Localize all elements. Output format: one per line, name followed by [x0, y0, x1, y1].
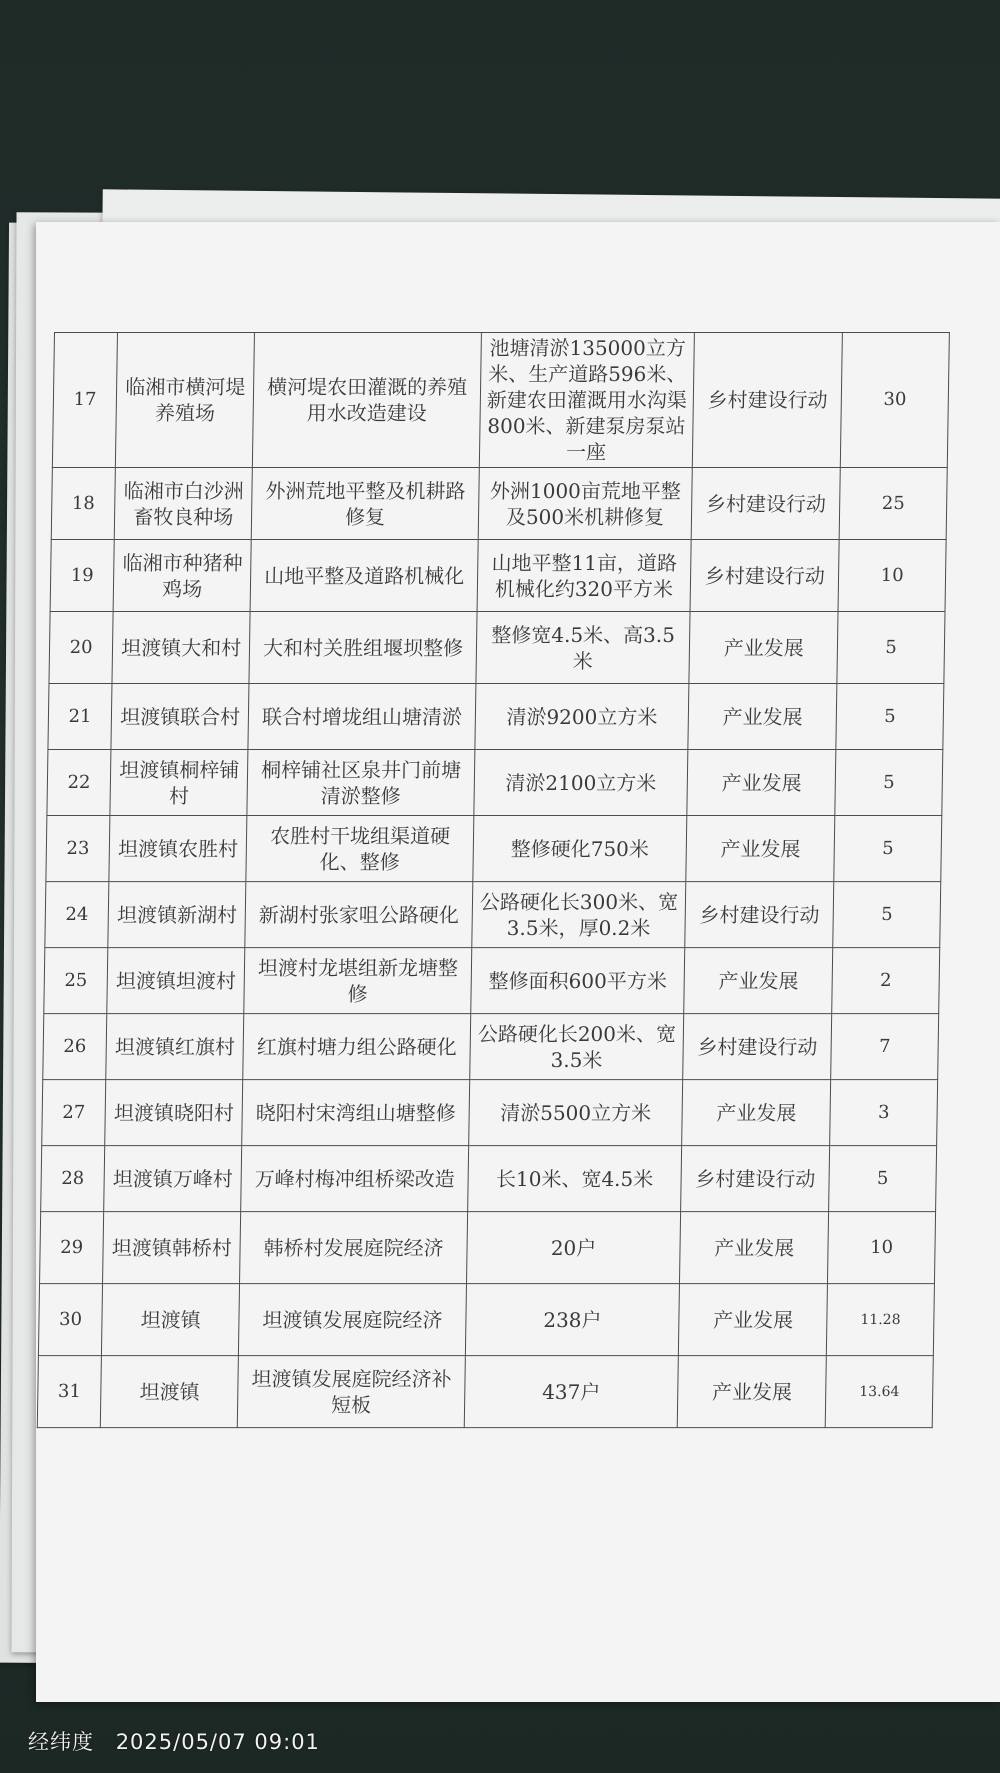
project-name-cell: 桐梓铺社区泉井门前塘清淤整修: [247, 750, 474, 816]
table-row: [42, 1080, 938, 1146]
project-content-cell: 公路硬化长300米、宽3.5米，厚0.2米: [472, 882, 686, 948]
fund-amount-cell: 11.28: [827, 1284, 935, 1356]
project-category-cell: 乡村建设行动: [691, 468, 840, 540]
project-content-cell: 清淤9200立方米: [475, 684, 689, 750]
unit-name-cell: 临湘市种猪种鸡场: [113, 540, 251, 612]
project-content-cell: 山地平整11亩，道路机械化约320平方米: [477, 540, 692, 612]
project-category-cell: 乡村建设行动: [681, 1146, 830, 1212]
project-content-cell: 长10米、宽4.5米: [467, 1146, 681, 1212]
row-number-cell: 17: [52, 333, 117, 468]
project-content-cell: 池塘清淤135000立方米、生产道路596米、新建农田灌溉用水沟渠800米、新建泵房泵站一座: [479, 333, 695, 468]
unit-name-cell: 坦渡镇: [102, 1284, 240, 1356]
unit-name-cell: 坦渡镇联合村: [111, 684, 249, 750]
row-number-cell: 29: [40, 1212, 104, 1284]
project-category-cell: 产业发展: [686, 816, 835, 882]
project-table: [37, 332, 950, 1428]
fund-amount-cell: 5: [837, 612, 945, 684]
project-name-cell: 晓阳村宋湾组山塘整修: [242, 1080, 469, 1146]
row-number-cell: 30: [38, 1284, 102, 1356]
unit-name-cell: 坦渡镇坦渡村: [107, 948, 245, 1014]
fund-amount-cell: 25: [839, 468, 947, 540]
project-name-cell: 联合村增垅组山塘清淤: [248, 684, 475, 750]
fund-amount-cell: 3: [830, 1080, 938, 1146]
table-row: [37, 1356, 933, 1428]
project-content-cell: 清淤2100立方米: [474, 750, 688, 816]
project-name-cell: 新湖村张家咀公路硬化: [245, 882, 472, 948]
table-row: [38, 1284, 934, 1356]
row-number-cell: 23: [46, 816, 110, 882]
fund-amount-cell: 5: [835, 750, 943, 816]
project-category-cell: 产业发展: [680, 1212, 829, 1284]
fund-amount-cell: 5: [834, 816, 942, 882]
row-number-cell: 25: [44, 948, 108, 1014]
row-number-cell: 31: [37, 1356, 101, 1428]
project-name-cell: 坦渡镇发展庭院经济补短板: [238, 1356, 466, 1428]
row-number-cell: 26: [43, 1014, 107, 1080]
table-row: [44, 948, 940, 1014]
unit-name-cell: 坦渡镇万峰村: [104, 1146, 242, 1212]
table-row: [47, 750, 943, 816]
unit-name-cell: 坦渡镇农胜村: [109, 816, 247, 882]
project-content-cell: 238户: [465, 1284, 680, 1356]
project-content-cell: 整修面积600平方米: [471, 948, 685, 1014]
project-name-cell: 韩桥村发展庭院经济: [240, 1212, 468, 1284]
project-content-cell: 清淤5500立方米: [468, 1080, 682, 1146]
fund-amount-cell: 30: [841, 333, 950, 468]
table-row: [40, 1212, 936, 1284]
project-category-cell: 乡村建设行动: [683, 1014, 832, 1080]
table-row: [45, 882, 941, 948]
unit-name-cell: 坦渡镇晓阳村: [105, 1080, 243, 1146]
project-category-cell: 乡村建设行动: [692, 333, 842, 468]
unit-name-cell: 坦渡镇大和村: [112, 612, 250, 684]
unit-name-cell: 坦渡镇韩桥村: [103, 1212, 241, 1284]
project-content-cell: 外洲1000亩荒地平整及500米机耕修复: [478, 468, 693, 540]
table-row: [43, 1014, 939, 1080]
unit-name-cell: 临湘市白沙洲畜牧良种场: [114, 468, 252, 540]
project-name-cell: 红旗村塘力组公路硬化: [243, 1014, 470, 1080]
table-row: [46, 816, 942, 882]
table-row: [41, 1146, 937, 1212]
project-name-cell: 坦渡村龙堪组新龙塘整修: [244, 948, 471, 1014]
project-name-cell: 横河堤农田灌溉的养殖用水改造建设: [253, 333, 482, 468]
project-content-cell: 437户: [464, 1356, 679, 1428]
fund-amount-cell: 13.64: [825, 1356, 933, 1428]
table-row: [52, 333, 949, 468]
project-content-cell: 公路硬化长200米、宽3.5米: [470, 1014, 684, 1080]
unit-name-cell: 坦渡镇桐梓铺村: [110, 750, 248, 816]
project-name-cell: 外洲荒地平整及机耕路修复: [252, 468, 480, 540]
project-category-cell: 乡村建设行动: [690, 540, 839, 612]
project-category-cell: 产业发展: [679, 1284, 828, 1356]
row-number-cell: 28: [41, 1146, 105, 1212]
project-category-cell: 产业发展: [689, 612, 838, 684]
project-name-cell: 万峰村梅冲组桥梁改造: [241, 1146, 468, 1212]
project-name-cell: 大和村关胜组堰坝整修: [249, 612, 477, 684]
project-content-cell: 整修硬化750米: [473, 816, 687, 882]
fund-amount-cell: 10: [828, 1212, 936, 1284]
project-name-cell: 山地平整及道路机械化: [250, 540, 478, 612]
fund-amount-cell: 5: [833, 882, 941, 948]
unit-name-cell: 坦渡镇红旗村: [106, 1014, 244, 1080]
fund-amount-cell: 10: [838, 540, 946, 612]
project-name-cell: 坦渡镇发展庭院经济: [239, 1284, 467, 1356]
watermark-datetime: 2025/05/07 09:01: [115, 1730, 320, 1754]
table-row: [50, 540, 946, 612]
row-number-cell: 20: [49, 612, 113, 684]
row-number-cell: 21: [48, 684, 112, 750]
row-number-cell: 18: [51, 468, 115, 540]
unit-name-cell: 临湘市横河堤养殖场: [116, 333, 255, 468]
fund-amount-cell: 5: [836, 684, 944, 750]
row-number-cell: 22: [47, 750, 111, 816]
table-row: [49, 612, 945, 684]
row-number-cell: 27: [42, 1080, 106, 1146]
unit-name-cell: 坦渡镇: [100, 1356, 238, 1428]
project-category-cell: 乡村建设行动: [685, 882, 834, 948]
project-category-cell: 产业发展: [682, 1080, 831, 1146]
project-category-cell: 产业发展: [687, 750, 836, 816]
row-number-cell: 19: [50, 540, 114, 612]
project-name-cell: 农胜村干垅组渠道硬化、整修: [246, 816, 473, 882]
project-content-cell: 20户: [466, 1212, 681, 1284]
fund-amount-cell: 2: [832, 948, 940, 1014]
row-number-cell: 24: [45, 882, 109, 948]
table-row: [48, 684, 944, 750]
watermark-label: 经纬度: [28, 1730, 94, 1754]
project-content-cell: 整修宽4.5米、高3.5米: [476, 612, 691, 684]
project-category-cell: 产业发展: [677, 1356, 826, 1428]
photo-watermark: [28, 1726, 334, 1756]
fund-amount-cell: 7: [831, 1014, 939, 1080]
project-category-cell: 产业发展: [688, 684, 837, 750]
unit-name-cell: 坦渡镇新湖村: [108, 882, 246, 948]
project-category-cell: 产业发展: [684, 948, 833, 1014]
fund-amount-cell: 5: [829, 1146, 937, 1212]
table-row: [51, 468, 947, 540]
